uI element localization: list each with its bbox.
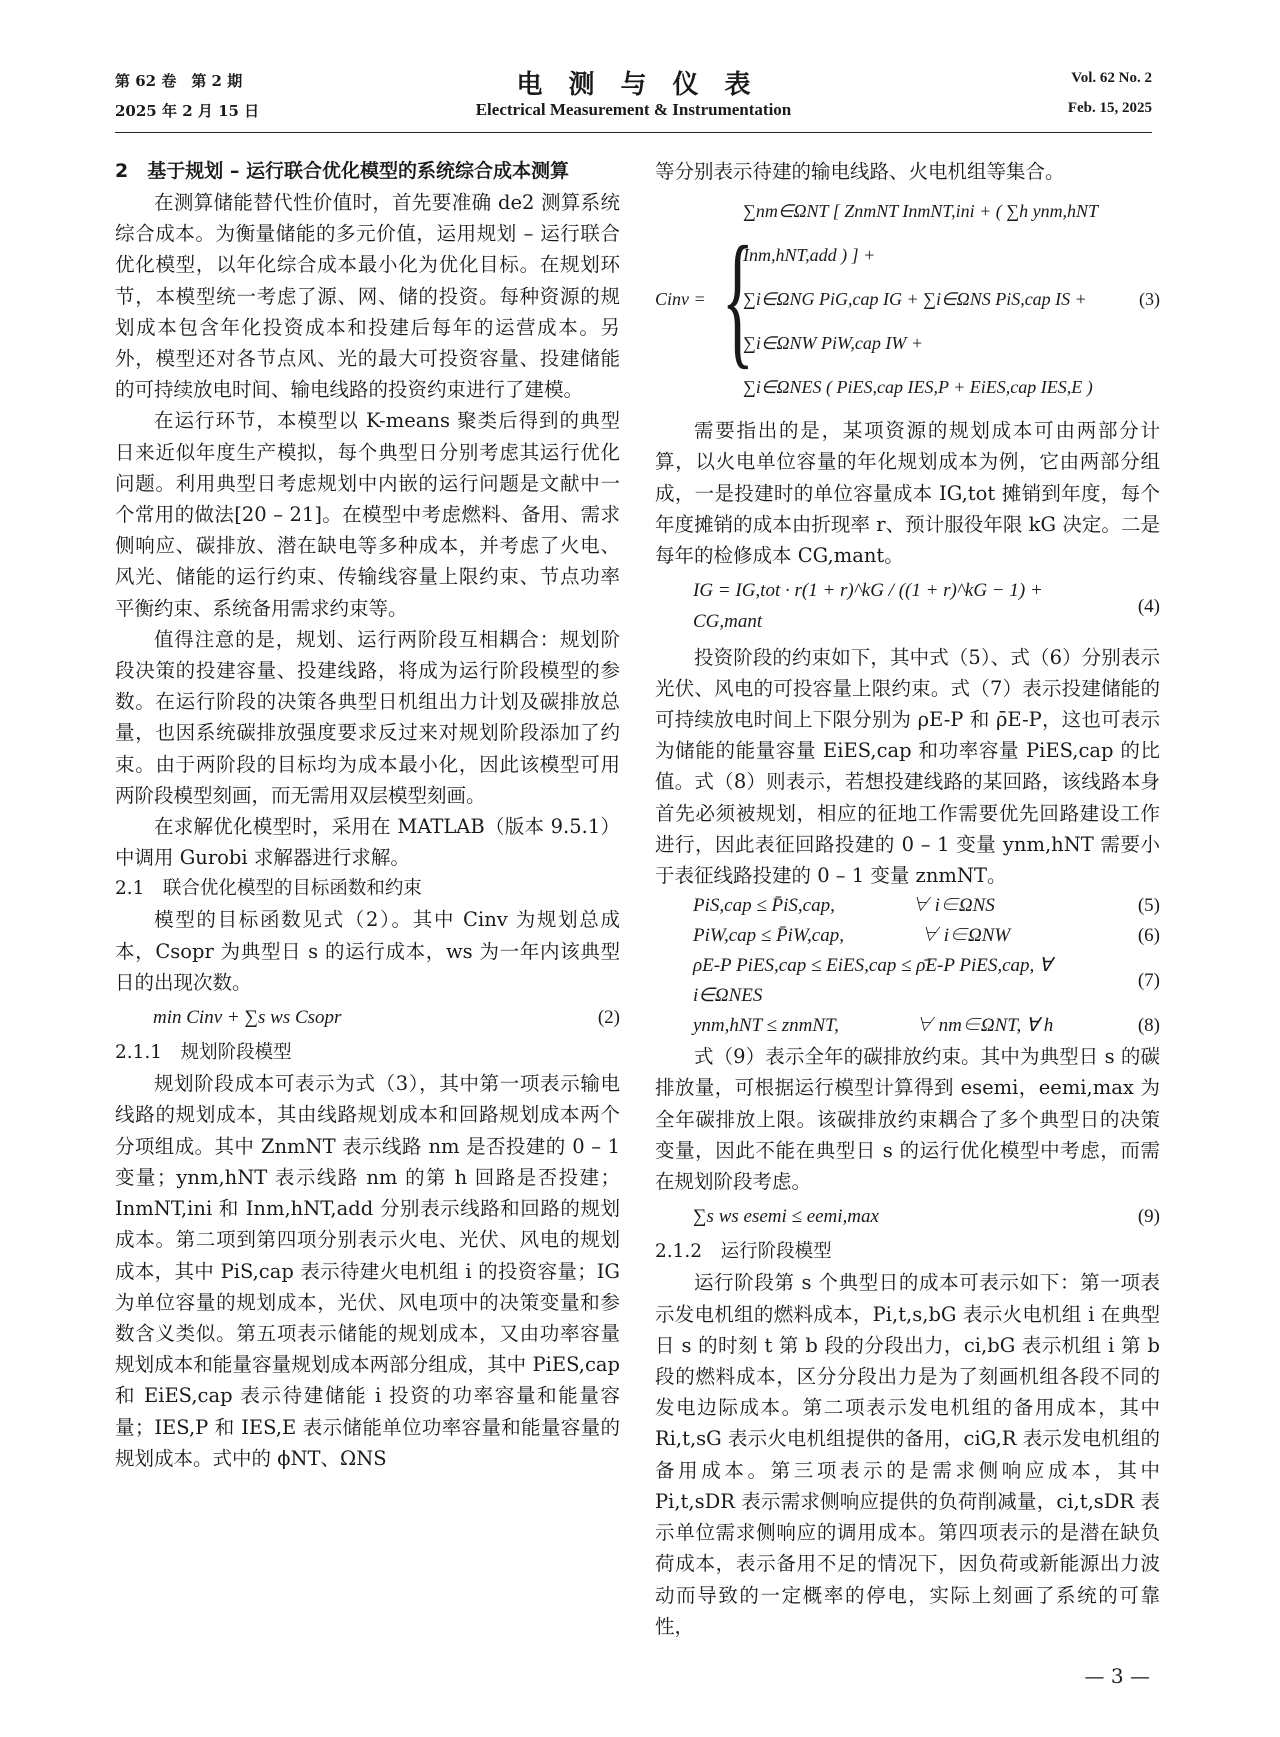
equation-body: ynm,hNT ≤ znmNT, ∀ nm∈ΩNT, ∀ h — [693, 1015, 1054, 1037]
equation-number: (3) — [1139, 288, 1160, 309]
equation-body: ρE-P PiES,cap ≤ EiES,cap ≤ ρ̄E-P PiES,cap, ∀ i∈ΩNES — [693, 955, 1053, 1007]
page-number: — 3 — — [1084, 1664, 1150, 1688]
equation-body: ∑s ws esemi ≤ eemi,max — [693, 1206, 879, 1228]
equation-7 — [655, 951, 1160, 1011]
equation-number: (8) — [1137, 1015, 1160, 1037]
equation-9 — [655, 1201, 1160, 1232]
equation-body: PiW,cap ≤ P̄iW,cap, ∀ i∈ΩNW — [693, 925, 1011, 947]
equation-number: (4) — [1137, 595, 1160, 617]
header-rule — [115, 132, 1152, 133]
subsection-title: 2.1 联合优化模型的目标函数和约束 — [115, 878, 422, 900]
paragraph: 规划阶段成本可表示为式（3），其中第一项表示输电线路的规划成本，其由线路规划成本和回路规划成本两个分项组成。其中 ZnmNT 表示线路 nm 是否投建的 0 – 1 变量；ynm,hNT 表示线路 nm 的第 h 回路是否投建；InmNT,ini 和 Inm,hNT,add 分别表示线路和回路的规划成本。第二项到第四项分别表示火电、光伏、风电的规划成本，其中 PiS,cap 表示待建火电机组 i 的投资容量；IG 为单位容量的规划成本，光伏、风电项中的决策变量和参数含义类似。第五项表示储能的规划成本，又由功率容量规划成本和能量容量规划成本两部分组成，其中 PiES,cap 和 EiES,cap 表示待建储能 i 投资的功率容量和能量容量；IES,P 和 IES,E 表示储能单位功率容量和能量容量的规划成本。式中的 ϕNT、ΩNS — [115, 1072, 620, 1470]
equation-number: (5) — [1137, 895, 1160, 917]
publication-date-en: Feb. 15, 2025 — [1067, 100, 1152, 116]
equation-5 — [655, 891, 1160, 921]
left-brace: { — [721, 216, 754, 383]
right-column — [655, 156, 1160, 1642]
equation-2 — [115, 1002, 620, 1033]
journal-title-en: Electrical Measurement & Instrumentation — [475, 100, 792, 119]
paragraph: 在测算储能替代性价值时，首先要准确 de2 测算系统综合成本。为衡量储能的多元价值，运用规划 – 运行联合优化模型，以年化综合成本最小化为优化目标。在规划环节，本模型统一考虑了源、网、储的投资。每种资源的规划成本包含年化投资成本和投建后每年的运营成本。另外，模型还对各节点风、光的最大可投资容量、投建储能的可持续放电时间、输电线路的投资约束进行了建模。 — [115, 191, 620, 402]
equation-number: (2) — [597, 1007, 620, 1029]
publication-date: 2025 年 2 月 15 日 — [115, 102, 260, 120]
subsection-title: 2.1.1 规划阶段模型 — [115, 1042, 292, 1064]
paragraph: 值得注意的是，规划、运行两阶段互相耦合：规划阶段决策的投建容量、投建线路，将成为运行阶段模型的参数。在运行阶段的决策各典型日机组出力计划及碳排放总量，也因系统碳排放强度要求反过来对规划阶段添加了约束。由于两阶段的目标均为成本最小化，因此该模型可用两阶段模型刻画，而无需用双层模型刻画。 — [115, 627, 620, 807]
paragraph: 在运行环节，本模型以 K-means 聚类后得到的典型日来近似年度生产模拟，每个典型日分别考虑其运行优化问题。利用典型日考虑规划中内嵌的运行问题是文献中一个常用的做法[20 – 21]。在模型中考虑燃料、备用、需求侧响应、碳排放、潜在缺电等多种成本，并考虑了火电、风光、储能的运行约束、传输线容量上限约束、节点功率平衡约束、系统备用需求约束等。 — [115, 409, 620, 620]
equation-row: ∑nm∈ΩNT [ ZnmNT InmNT,ini + ( ∑h ynm,hNT Inm,hNT,add ) ] + — [743, 201, 1098, 266]
equation-4 — [655, 575, 1160, 637]
paragraph: 式（9）表示全年的碳排放约束。其中为典型日 s 的碳排放量，可根据运行模型计算得到 esemi，eemi,max 为全年碳排放上限。该碳排放约束耦合了多个典型日的决策变量，因此不能在典型日 s 的运行优化模型中考虑，而需在规划阶段考虑。 — [655, 1045, 1160, 1194]
equation-row: ∑i∈ΩNES ( PiES,cap IES,P + EiES,cap IES,E ) — [743, 377, 1093, 398]
section-title: 2 基于规划 – 运行联合优化模型的系统综合成本测算 — [115, 160, 569, 182]
left-column — [115, 156, 620, 1474]
equation-body: min Cinv + ∑s ws Csopr — [153, 1007, 342, 1029]
equation-3 — [655, 189, 1160, 409]
equation-lhs: Cinv = — [655, 288, 706, 309]
equation-8 — [655, 1011, 1160, 1041]
equation-6 — [655, 921, 1160, 951]
equation-number: (7) — [1137, 970, 1160, 992]
equation-body: IG = IG,tot · r(1 + r)^kG / ((1 + r)^kG − 1) + CG,mant — [693, 580, 1043, 633]
volume-issue-en: Vol. 62 No. 2 — [1071, 70, 1152, 86]
paragraph: 需要指出的是，某项资源的规划成本可由两部分计算，以火电单位容量的年化规划成本为例，它由两部分组成，一是投建时的单位容量成本 IG,tot 摊销到年度，每个年度摊销的成本由折现率 r、预计服役年限 kG 决定。二是每年的检修成本 CG,mant。 — [655, 419, 1160, 568]
paragraph: 投资阶段的约束如下，其中式（5）、式（6）分别表示光伏、风电的可投容量上限约束。式（7）表示投建储能的可持续放电时间上下限分别为 ρE-P 和 ρ̄E-P，这也可表示为储能的能量容量 EiES,cap 和功率容量 PiES,cap 的比值。式（8）则表示，若想投建线路的某回路，该线路本身首先必须被规划，相应的征地工作需要优先回路建设工作进行，因此表征回路投建的 0 – 1 变量 ynm,hNT 需要小于表征线路投建的 0 – 1 变量 znmNT。 — [655, 645, 1160, 888]
subsection-title: 2.1.2 运行阶段模型 — [655, 1241, 832, 1263]
equation-row: ∑i∈ΩNG PiG,cap IG + ∑i∈ΩNS PiS,cap IS + ∑i∈ΩNW PiW,cap IW + — [743, 289, 1087, 354]
equation-body: PiS,cap ≤ P̄iS,cap, ∀ i∈ΩNS — [693, 895, 995, 917]
paragraph: 在求解优化模型时，采用在 MATLAB（版本 9.5.1）中调用 Gurobi 求解器进行求解。 — [115, 815, 620, 870]
journal-title-cn: 电 测 与 仪 表 — [516, 70, 751, 100]
volume-issue: 第 62 卷 第 2 期 — [115, 72, 243, 90]
paragraph: 等分别表示待建的输电线路、火电机组等集合。 — [655, 160, 1065, 183]
paragraph: 运行阶段第 s 个典型日的成本可表示如下：第一项表示发电机组的燃料成本，Pi,t,s,bG 表示火电机组 i 在典型日 s 的时刻 t 第 b 段的分段出力，ci,bG 表示机组 i 第 b 段的燃料成本，区分分段出力是为了刻画机组各段不同的发电边际成本。第二项表示发电机组的备用成本，其中 Ri,t,sG 表示火电机组提供的备用，ciG,R 表示发电机组的备用成本。第三项表示的是需求侧响应成本，其中 Pi,t,sDR 表示需求侧响应提供的负荷削减量，ci,t,sDR 表示单位需求侧响应的调用成本。第四项表示的是潜在缺负荷成本，表示备用不足的情况下，因负荷或新能源出力波动而导致的一定概率的停电，实际上刻画了系统的可靠性， — [655, 1271, 1160, 1638]
equation-number: (6) — [1137, 925, 1160, 947]
constraint-equations — [655, 891, 1160, 1041]
paragraph: 模型的目标函数见式（2）。其中 Cinv 为规划总成本，Csopr 为典型日 s 的运行成本，ws 为一年内该典型日的出现次数。 — [115, 908, 620, 994]
equation-number: (9) — [1137, 1206, 1160, 1228]
equation-rows — [743, 189, 1120, 409]
page-header — [115, 68, 1152, 138]
